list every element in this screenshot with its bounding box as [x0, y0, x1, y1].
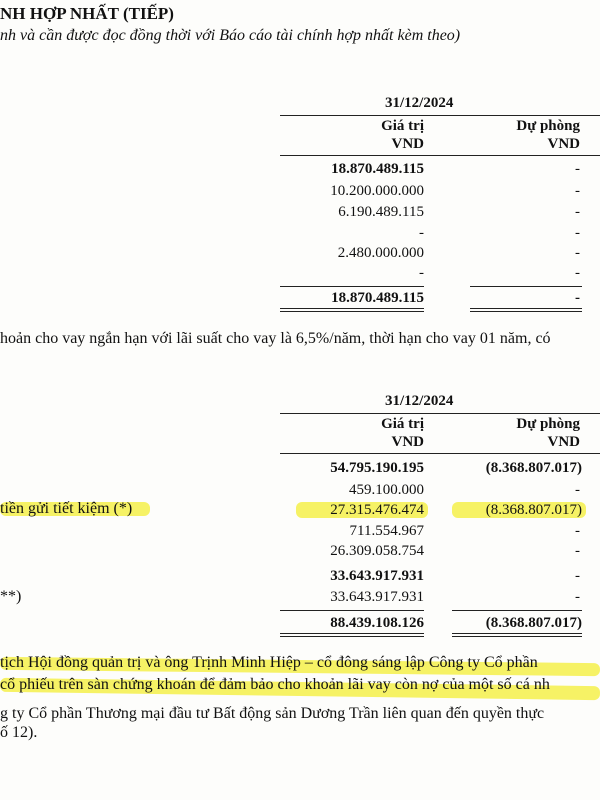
table-total: 88.439.108.126 — [330, 615, 424, 631]
table-total: 18.870.489.115 — [331, 290, 424, 306]
table-cell: (8.368.807.017) — [485, 502, 582, 518]
table-cell: 10.200.000.000 — [330, 183, 424, 199]
table-cell: - — [575, 543, 580, 559]
table1-col-provision: Dự phòng — [516, 118, 580, 134]
row-label-savings: tiền gửi tiết kiệm (*) — [0, 500, 133, 517]
table-cell: - — [575, 482, 580, 498]
table2-col-provision: Dự phòng — [516, 416, 580, 432]
table-cell: - — [419, 265, 424, 281]
table-total: (8.368.807.017) — [485, 615, 582, 631]
table1-col-value-unit: VND — [391, 136, 424, 152]
table-cell: 26.309.058.754 — [330, 543, 424, 559]
footer-line-4: ố 12). — [0, 724, 38, 741]
table-cell: - — [575, 589, 580, 605]
table2-period: 31/12/2024 — [385, 393, 454, 409]
table-cell: 2.480.000.000 — [337, 245, 424, 261]
table-cell: - — [575, 183, 580, 199]
row-label-other: **) — [0, 588, 22, 605]
table-cell: - — [575, 523, 580, 539]
table2-col-provision-unit: VND — [547, 434, 580, 450]
table-cell: 54.795.190.195 — [330, 460, 424, 476]
page-subtitle: nh và cần được đọc đồng thời với Báo cáo tài chính hợp nhất kèm theo) — [0, 27, 461, 44]
footer-line-3: g ty Cổ phần Thương mại đầu tư Bất động sản Dương Trần liên quan đến quyền thực — [0, 705, 545, 722]
table-cell: 33.643.917.931 — [330, 589, 424, 605]
table-cell: - — [419, 225, 424, 241]
table-cell: - — [575, 225, 580, 241]
table-cell: - — [575, 265, 580, 281]
footer-line-1: tịch Hội đồng quản trị và ông Trịnh Minh Hiệp – cổ đông sáng lập Công ty Cổ phần — [0, 654, 538, 671]
table-cell: 27.315.476.474 — [330, 502, 424, 518]
table-total: - — [575, 290, 580, 306]
table-cell: 459.100.000 — [349, 482, 424, 498]
note-paragraph: hoản cho vay ngắn hạn với lãi suất cho vay là 6,5%/năm, thời hạn cho vay 01 năm, có — [0, 330, 551, 347]
table-cell: 33.643.917.931 — [330, 568, 424, 584]
table1-period: 31/12/2024 — [385, 95, 454, 111]
footer-line-2: cổ phiếu trên sàn chứng khoán để đảm bảo cho khoản lãi vay còn nợ của một số cá nh — [0, 676, 550, 693]
table-cell: 711.554.967 — [349, 523, 424, 539]
table-cell: - — [575, 204, 580, 220]
table-cell: 18.870.489.115 — [331, 161, 424, 177]
page-title: NH HỢP NHẤT (TIẾP) — [0, 4, 174, 23]
table2-col-value: Giá trị — [381, 416, 424, 432]
table1-col-provision-unit: VND — [547, 136, 580, 152]
table-cell: - — [575, 568, 580, 584]
table-cell: (8.368.807.017) — [485, 460, 582, 476]
table2-col-value-unit: VND — [391, 434, 424, 450]
table-cell: 6.190.489.115 — [338, 204, 424, 220]
table-cell: - — [575, 245, 580, 261]
table1-col-value: Giá trị — [381, 118, 424, 134]
table-cell: - — [575, 161, 580, 177]
